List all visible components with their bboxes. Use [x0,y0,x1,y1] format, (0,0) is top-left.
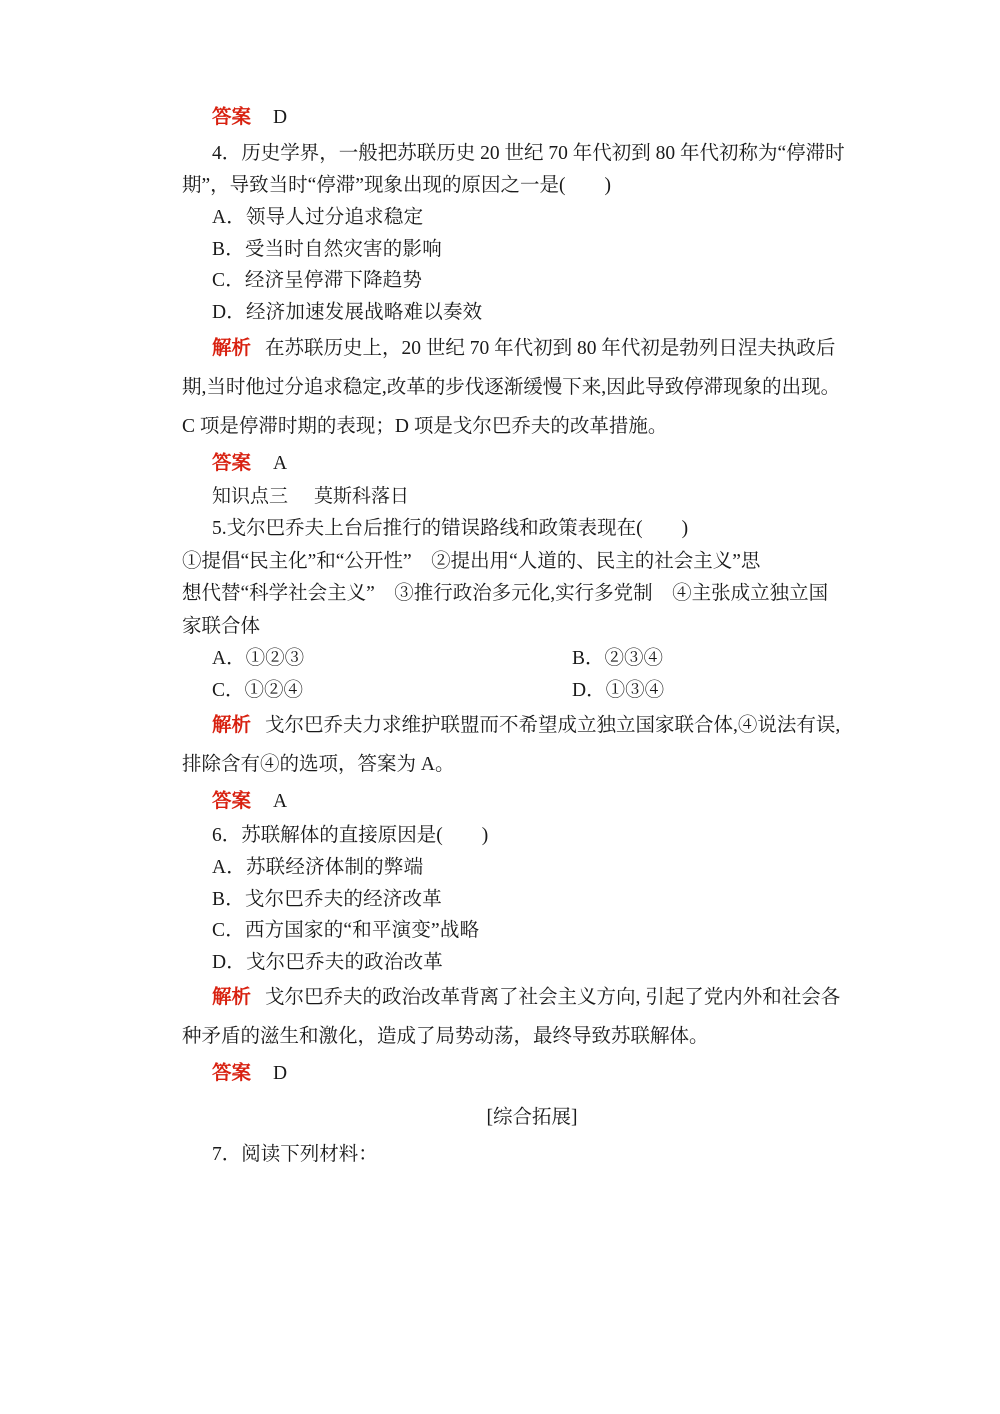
analysis-6-line2: 种矛盾的滋生和激化，造成了局势动荡，最终导致苏联解体。 [182,1026,709,1048]
analysis-6-line1 [182,978,882,1017]
analysis-label: 解析 [212,715,252,737]
analysis-6-text1: 戈尔巴乔夫的政治改革背离了社会主义方向, 引起了党内外和社会各 [265,987,841,1009]
answer-row-6 [182,1058,882,1090]
answer-value: D [273,1063,288,1085]
question-5-option-a: A．①②③ [212,647,305,669]
knowledge-point-title: 莫斯科落日 [314,486,410,508]
analysis-4-text1: 在苏联历史上，20 世纪 70 年代初到 80 年代初是勃列日涅夫执政后 [265,337,836,359]
answer-value: A [273,452,288,474]
answer-label: 答案 [212,1063,252,1085]
answer-label: 答案 [212,107,252,128]
knowledge-point-3 [182,481,882,513]
question-4-stem-line2: 期”，导致当时“停滞”现象出现的原因之一是( ) [182,174,611,196]
question-6-option-d: D．戈尔巴乔夫的政治改革 [212,951,443,973]
question-6-stem: 6．苏联解体的直接原因是( ) [212,824,489,846]
answer-label: 答案 [212,452,252,474]
analysis-5-text1: 戈尔巴乔夫力求维护联盟而不希望成立独立国家联合体,④说法有误, [265,715,841,737]
analysis-5-line2: 排除含有④的选项，答案为 A。 [182,754,455,776]
question-4-option-d: D．经济加速发展战略难以奏效 [212,302,483,324]
question-5-option-row-1 [182,643,882,675]
question-5-body-line1: ①提倡“民主化”和“公开性” ②提出用“人道的、民主的社会主义”思 [182,550,761,572]
question-5-option-d: D．①③④ [572,679,665,701]
answer-value: A [273,791,288,813]
question-5-option-c: C．①②④ [212,679,304,701]
analysis-4-line2: 期,当时他过分追求稳定,改革的步伐逐渐缓慢下来,因此导致停滞现象的出现。 [182,376,841,398]
analysis-5-line1 [182,706,882,745]
question-6 [182,820,882,979]
analysis-label: 解析 [212,337,252,359]
question-6-option-c: C．西方国家的“和平演变”战略 [212,920,480,942]
question-4-stem-line1: 4．历史学界，一般把苏联历史 20 世纪 70 年代初到 80 年代初称为“停滞时 [212,142,845,164]
analysis-4-line3: C 项是停滞时期的表现；D 项是戈尔巴乔夫的改革措施。 [182,415,668,437]
analysis-4 [182,329,882,446]
question-5-body-line3: 家联合体 [182,615,261,637]
analysis-5 [182,706,882,784]
answer-value: D [273,107,288,128]
analysis-4-line1 [182,329,882,368]
question-6-option-b: B．戈尔巴乔夫的经济改革 [212,888,442,910]
analysis-label: 解析 [212,987,252,1009]
question-5-body-line2: 想代替“科学社会主义” ③推行政治多元化,实行多党制 ④主张成立独立国 [182,583,829,605]
answer-label: 答案 [212,791,252,813]
answer-row-4 [182,448,882,480]
section-header: [综合拓展] [486,1106,578,1128]
answer-row-3 [182,102,882,134]
knowledge-point-prefix: 知识点三 [212,486,289,508]
question-6-option-a: A．苏联经济体制的弊端 [212,857,424,879]
question-4-option-a: A．领导人过分追求稳定 [212,207,424,229]
question-5-option-row-2 [182,675,882,707]
analysis-6 [182,978,882,1056]
answer-row-5 [182,786,882,818]
question-5-stem: 5.戈尔巴乔夫上台后推行的错误路线和政策表现在( ) [212,518,689,540]
question-4-option-b: B．受当时自然灾害的影响 [212,238,442,260]
question-5 [182,513,882,706]
question-4 [182,138,882,329]
question-7-stem: 7．阅读下列材料： [212,1144,378,1166]
question-4-option-c: C．经济呈停滞下降趋势 [212,270,423,292]
question-5-option-b: B．②③④ [572,647,664,669]
